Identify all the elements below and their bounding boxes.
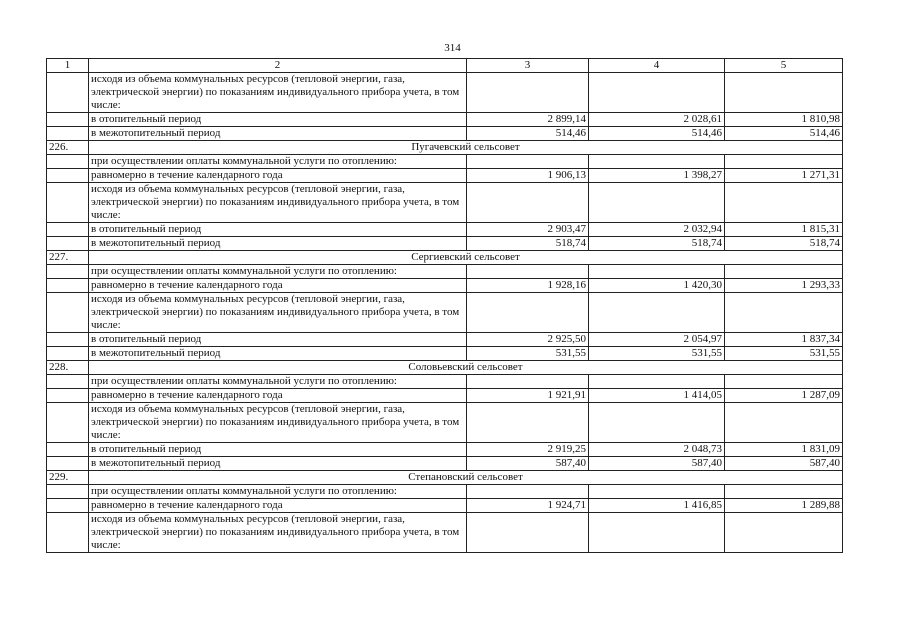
- header-col-1: 1: [47, 59, 89, 73]
- value-col-4: 2 054,97: [589, 333, 725, 347]
- value-row: [47, 457, 843, 471]
- row-description: исходя из объема коммунальных ресурсов (тепловой энергии, газа, электрической энергии) по показаниям индивидуального прибора учета, в том числе:: [89, 513, 467, 553]
- value-col-3: 2 925,50: [467, 333, 589, 347]
- value-col-5: 1 815,31: [725, 223, 843, 237]
- value-col-3: [467, 485, 589, 499]
- row-label: в отопительный период: [89, 113, 467, 127]
- value-col-4: 1 398,27: [589, 169, 725, 183]
- value-col-3: 518,74: [467, 237, 589, 251]
- row-number-cell: [47, 443, 89, 457]
- value-col-3: 1 928,16: [467, 279, 589, 293]
- section-name: Степановский сельсовет: [89, 471, 843, 485]
- value-col-4: [589, 513, 725, 553]
- row-number-cell: [47, 183, 89, 223]
- text-row: [47, 375, 843, 389]
- value-col-4: 1 414,05: [589, 389, 725, 403]
- text-row: [47, 155, 843, 169]
- row-description: при осуществлении оплаты коммунальной услуги по отоплению:: [89, 155, 467, 169]
- value-col-4: 2 028,61: [589, 113, 725, 127]
- value-col-3: 2 903,47: [467, 223, 589, 237]
- value-col-3: [467, 403, 589, 443]
- value-col-4: [589, 155, 725, 169]
- section-name: Соловьевский сельсовет: [89, 361, 843, 375]
- value-col-3: 531,55: [467, 347, 589, 361]
- text-row: [47, 265, 843, 279]
- section-number: 228.: [47, 361, 89, 375]
- value-col-3: [467, 73, 589, 113]
- row-description: при осуществлении оплаты коммунальной услуги по отоплению:: [89, 375, 467, 389]
- value-col-3: 2 899,14: [467, 113, 589, 127]
- value-col-5: [725, 375, 843, 389]
- row-label: равномерно в течение календарного года: [89, 169, 467, 183]
- row-label: равномерно в течение календарного года: [89, 389, 467, 403]
- section-row: [47, 471, 843, 485]
- value-row: [47, 499, 843, 513]
- value-col-4: [589, 183, 725, 223]
- text-row: [47, 513, 843, 553]
- row-number-cell: [47, 237, 89, 251]
- row-label: в межотопительный период: [89, 347, 467, 361]
- value-col-5: 1 837,34: [725, 333, 843, 347]
- value-col-3: 2 919,25: [467, 443, 589, 457]
- row-number-cell: [47, 513, 89, 553]
- value-col-3: [467, 513, 589, 553]
- value-col-5: [725, 403, 843, 443]
- row-number-cell: [47, 499, 89, 513]
- value-col-5: [725, 485, 843, 499]
- row-number-cell: [47, 223, 89, 237]
- value-col-5: [725, 155, 843, 169]
- value-col-3: [467, 375, 589, 389]
- value-col-4: [589, 375, 725, 389]
- value-row: [47, 333, 843, 347]
- value-row: [47, 223, 843, 237]
- row-number-cell: [47, 73, 89, 113]
- header-col-2: 2: [89, 59, 467, 73]
- value-col-4: [589, 265, 725, 279]
- value-row: [47, 443, 843, 457]
- value-col-5: 531,55: [725, 347, 843, 361]
- row-label: равномерно в течение календарного года: [89, 499, 467, 513]
- row-description: исходя из объема коммунальных ресурсов (тепловой энергии, газа, электрической энергии) по показаниям индивидуального прибора учета, в том числе:: [89, 183, 467, 223]
- section-number: 227.: [47, 251, 89, 265]
- value-col-3: 1 921,91: [467, 389, 589, 403]
- row-number-cell: [47, 265, 89, 279]
- value-col-4: 1 420,30: [589, 279, 725, 293]
- value-col-5: 1 289,88: [725, 499, 843, 513]
- row-number-cell: [47, 485, 89, 499]
- row-label: в отопительный период: [89, 333, 467, 347]
- value-col-5: [725, 293, 843, 333]
- value-col-3: 587,40: [467, 457, 589, 471]
- value-col-3: 1 924,71: [467, 499, 589, 513]
- value-row: [47, 347, 843, 361]
- section-name: Пугачевский сельсовет: [89, 141, 843, 155]
- value-col-4: 514,46: [589, 127, 725, 141]
- row-number-cell: [47, 389, 89, 403]
- value-col-3: 1 906,13: [467, 169, 589, 183]
- row-label: в межотопительный период: [89, 237, 467, 251]
- text-row: [47, 73, 843, 113]
- row-label: в межотопительный период: [89, 127, 467, 141]
- row-number-cell: [47, 375, 89, 389]
- text-row: [47, 293, 843, 333]
- row-number-cell: [47, 347, 89, 361]
- row-number-cell: [47, 169, 89, 183]
- row-description: исходя из объема коммунальных ресурсов (тепловой энергии, газа, электрической энергии) по показаниям индивидуального прибора учета, в том числе:: [89, 73, 467, 113]
- value-col-4: 1 416,85: [589, 499, 725, 513]
- row-label: в межотопительный период: [89, 457, 467, 471]
- value-row: [47, 169, 843, 183]
- value-col-5: 1 293,33: [725, 279, 843, 293]
- value-col-4: [589, 73, 725, 113]
- row-number-cell: [47, 113, 89, 127]
- row-description: исходя из объема коммунальных ресурсов (тепловой энергии, газа, электрической энергии) по показаниям индивидуального прибора учета, в том числе:: [89, 293, 467, 333]
- row-number-cell: [47, 155, 89, 169]
- value-col-5: 514,46: [725, 127, 843, 141]
- text-row: [47, 403, 843, 443]
- header-row: [47, 59, 843, 73]
- value-col-3: [467, 293, 589, 333]
- value-col-4: 587,40: [589, 457, 725, 471]
- row-label: в отопительный период: [89, 443, 467, 457]
- value-col-5: [725, 183, 843, 223]
- value-col-4: [589, 293, 725, 333]
- section-number: 226.: [47, 141, 89, 155]
- value-col-5: 1 287,09: [725, 389, 843, 403]
- value-col-4: 2 032,94: [589, 223, 725, 237]
- value-col-5: 1 831,09: [725, 443, 843, 457]
- value-col-5: [725, 513, 843, 553]
- page-number: 314: [444, 42, 461, 54]
- text-row: [47, 183, 843, 223]
- text-row: [47, 485, 843, 499]
- row-number-cell: [47, 127, 89, 141]
- row-number-cell: [47, 293, 89, 333]
- value-col-5: 587,40: [725, 457, 843, 471]
- value-row: [47, 127, 843, 141]
- value-col-4: [589, 403, 725, 443]
- value-row: [47, 237, 843, 251]
- value-col-5: 1 810,98: [725, 113, 843, 127]
- row-number-cell: [47, 333, 89, 347]
- value-col-5: 518,74: [725, 237, 843, 251]
- section-row: [47, 141, 843, 155]
- value-col-4: 518,74: [589, 237, 725, 251]
- value-col-4: 531,55: [589, 347, 725, 361]
- value-col-5: 1 271,31: [725, 169, 843, 183]
- value-col-4: [589, 485, 725, 499]
- value-row: [47, 389, 843, 403]
- section-row: [47, 251, 843, 265]
- row-description: при осуществлении оплаты коммунальной услуги по отоплению:: [89, 485, 467, 499]
- value-col-4: 2 048,73: [589, 443, 725, 457]
- section-number: 229.: [47, 471, 89, 485]
- tariff-table: [46, 58, 843, 553]
- value-col-3: 514,46: [467, 127, 589, 141]
- header-col-3: 3: [467, 59, 589, 73]
- table-body: [47, 59, 843, 553]
- row-number-cell: [47, 279, 89, 293]
- value-row: [47, 113, 843, 127]
- header-col-5: 5: [725, 59, 843, 73]
- value-col-3: [467, 265, 589, 279]
- value-col-5: [725, 265, 843, 279]
- row-number-cell: [47, 457, 89, 471]
- section-row: [47, 361, 843, 375]
- row-description: при осуществлении оплаты коммунальной услуги по отоплению:: [89, 265, 467, 279]
- value-col-3: [467, 183, 589, 223]
- header-col-4: 4: [589, 59, 725, 73]
- row-label: в отопительный период: [89, 223, 467, 237]
- value-col-3: [467, 155, 589, 169]
- row-label: равномерно в течение календарного года: [89, 279, 467, 293]
- value-row: [47, 279, 843, 293]
- row-number-cell: [47, 403, 89, 443]
- row-description: исходя из объема коммунальных ресурсов (тепловой энергии, газа, электрической энергии) по показаниям индивидуального прибора учета, в том числе:: [89, 403, 467, 443]
- section-name: Сергиевский сельсовет: [89, 251, 843, 265]
- value-col-5: [725, 73, 843, 113]
